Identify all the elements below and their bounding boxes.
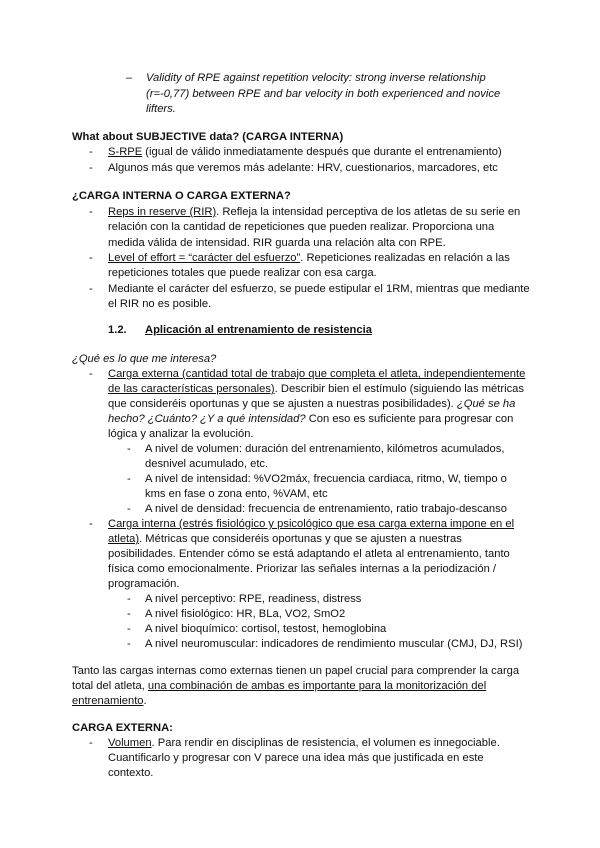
bullet-dash: - xyxy=(89,206,93,218)
ext-sub-intensidad-1: A nivel de intensidad: %VO2máx, frecuencia cardiaca, ritmo, W, tiempo o xyxy=(145,473,507,485)
caracter-line-1: Mediante el carácter del esfuerzo, se puede estipular el 1RM, mientras que mediante xyxy=(108,283,530,295)
ext-sub-densidad: A nivel de densidad: frecuencia de entrenamiento, ratio trabajo-descanso xyxy=(145,503,507,515)
summary-text: . xyxy=(143,695,147,707)
summary-emphasis: entrenamiento xyxy=(72,695,144,707)
subjective-heading: What about SUBJECTIVE data? (CARGA INTERNA) xyxy=(72,131,344,143)
volumen-line-1 xyxy=(108,736,500,750)
volumen-term: Volumen xyxy=(108,737,152,749)
int-line-4: física como emocionalmente. Priorizar las señales internas a la periodización / xyxy=(108,563,497,575)
interest-question: ¿Qué es lo que me interesa? xyxy=(72,353,217,365)
bullet-dash: - xyxy=(89,252,93,264)
rir-line-2: relación con la cantidad de repeticiones que pueden realizar. Proporciona una xyxy=(108,221,495,233)
summary-emphasis: una combinación de ambas es importante para la monitorización del xyxy=(147,680,487,692)
ext-sub-volumen-1: A nivel de volumen: duración del entrenamiento, kilómetros acumulados, xyxy=(145,443,505,455)
int-line-2 xyxy=(108,532,462,546)
ext-sub-intensidad-2: kms en fase o zona ento, %VAM, etc xyxy=(145,488,328,500)
sub-dash: - xyxy=(127,473,131,485)
ext-sub-volumen-2: desnivel acumulado, etc. xyxy=(145,458,269,470)
intro-line-3: lifters. xyxy=(146,103,176,115)
bullet-dash: - xyxy=(89,146,93,158)
sub-dash: - xyxy=(127,638,131,650)
bullet-dash: - xyxy=(89,518,93,530)
loe-line-2: repeticiones totales que puede realizar con esa carga. xyxy=(108,267,377,279)
ext-question: ¿Qué se ha xyxy=(456,398,516,410)
int-term-end: atleta) xyxy=(108,533,140,545)
volumen-line-2: Cuantificarlo y progresar con V parece una idea más que justificada en este xyxy=(108,752,484,764)
intro-line-1: Validity of RPE against repetition velocity: strong inverse relationship xyxy=(146,72,486,84)
ext-line-4 xyxy=(108,412,513,426)
ext-line-2 xyxy=(108,382,524,396)
section-number: 1.2. xyxy=(108,324,127,336)
caracter-line-2: el RIR no es posible. xyxy=(108,298,212,310)
ext-line-5: lógica y analizar la evolución. xyxy=(108,428,254,440)
rir-line-1 xyxy=(108,205,520,219)
bullet-dash: – xyxy=(126,72,133,84)
carga-externa-heading: CARGA EXTERNA: xyxy=(72,722,173,734)
rir-text: . Refleja la intensidad perceptiva de los atletas de su serie en xyxy=(216,206,521,218)
ext-text: Con eso es suficiente para progresar con xyxy=(305,413,514,425)
int-line-1: Carga interna (estrés fisiológico y psicológico que esa carga externa impone en el xyxy=(108,518,515,530)
loe-line-1 xyxy=(108,251,510,265)
rir-term: Reps in reserve (RIR) xyxy=(108,206,217,218)
int-sub-neuromuscular: A nivel neuromuscular: indicadores de rendimiento muscular (CMJ, DJ, RSI) xyxy=(145,638,523,650)
srpe-item xyxy=(108,145,502,159)
int-line-3: posibilidades. Entender cómo se está adaptando el atleta al entrenamiento, tanto xyxy=(108,548,510,560)
sub-dash: - xyxy=(127,623,131,635)
summary-line-2 xyxy=(72,679,486,693)
int-line-5: programación. xyxy=(108,578,180,590)
others-item: Algunos más que veremos más adelante: HRV, cuestionarios, marcadores, etc xyxy=(108,162,498,174)
ext-term-end: de las características personales) xyxy=(108,383,275,395)
int-sub-perceptivo: A nivel perceptivo: RPE, readiness, distress xyxy=(145,593,362,605)
int-text: . Métricas que consideréis oportunas y que se ajusten a nuestras xyxy=(139,533,462,545)
bullet-dash: - xyxy=(89,368,93,380)
srpe-term: S-RPE xyxy=(108,146,143,158)
interna-externa-heading: ¿CARGA INTERNA O CARGA EXTERNA? xyxy=(72,190,291,202)
ext-line-3 xyxy=(108,397,515,411)
rir-line-3: medida válida de intensidad. RIR guarda una relación alta con RPE. xyxy=(108,237,446,249)
bullet-dash: - xyxy=(89,283,93,295)
intro-line-2: (r=-0,77) between RPE and bar velocity in both experienced and novice xyxy=(146,88,501,100)
int-sub-fisiologico: A nivel fisiológico: HR, BLa, VO2, SmO2 xyxy=(145,608,346,620)
section-title: Aplicación al entrenamiento de resistencia xyxy=(145,324,372,336)
int-sub-bioquimico: A nivel bioquímico: cortisol, testost, hemoglobina xyxy=(145,623,387,635)
loe-text: . Repeticiones realizadas en relación a las xyxy=(300,252,510,264)
sub-dash: - xyxy=(127,443,131,455)
ext-line-1: Carga externa (cantidad total de trabajo que completa el atleta, independientemente xyxy=(108,368,526,380)
ext-text: que consideréis oportunas y que se ajusten a nuestras posibilidades). xyxy=(108,398,457,410)
sub-dash: - xyxy=(127,503,131,515)
volumen-line-3: contexto. xyxy=(108,767,154,779)
loe-term: Level of effort = “carácter del esfuerzo” xyxy=(108,252,301,264)
ext-question: hecho? ¿Cuánto? ¿Y a qué intensidad? xyxy=(108,413,306,425)
bullet-dash: - xyxy=(89,162,93,174)
sub-dash: - xyxy=(127,608,131,620)
summary-text: total del atleta, xyxy=(72,680,148,692)
sub-dash: - xyxy=(127,593,131,605)
volumen-text: . Para rendir en disciplinas de resistencia, el volumen es innegociable. xyxy=(151,737,500,749)
summary-line-1: Tanto las cargas internas como externas tienen un papel crucial para comprender la carga xyxy=(72,665,520,677)
bullet-dash: - xyxy=(89,737,93,749)
summary-line-3 xyxy=(72,694,147,708)
srpe-text: (igual de válido inmediatamente después que durante el entrenamiento) xyxy=(142,146,502,158)
ext-text: . Describir bien el estímulo (siguiendo las métricas xyxy=(274,383,524,395)
